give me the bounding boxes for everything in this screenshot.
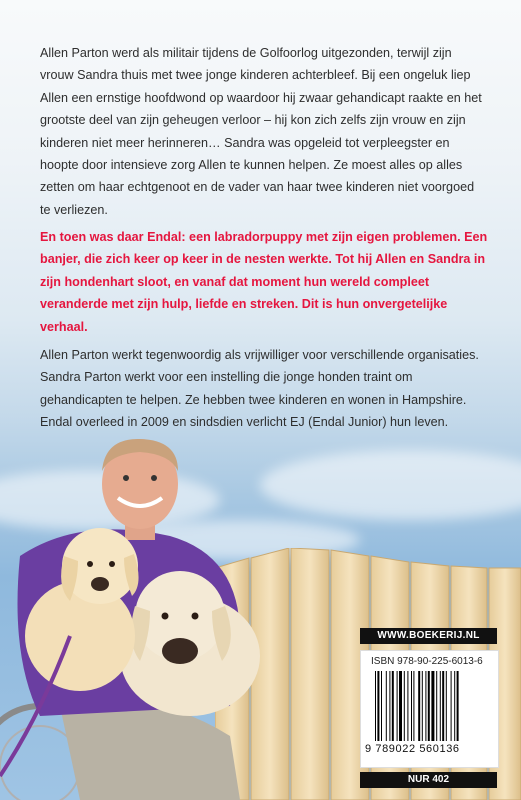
intro-paragraph: Allen Parton werd als militair tijdens de Golfoorlog uitgezonden, terwijl zijn vrouw Sandra thuis met twee jonge kinderen achterbleef. Bij een ongeluk liep Allen een ernstige hoofdwond op waardoor hij zwaar gehandicapt raakte en het grootste deel van zijn geheugen verloor – hij kon zich zelfs zijn vrouw en zijn kinderen niet meer herinneren… Sandra was opgeleid tot verpleegster en hoopte door intensieve zorg Allen te kunnen helpen. Ze moest alles op alles zetten om haar echtgenoot en de vader van haar twee kinderen niet voorgoed te verliezen. <box>40 46 482 217</box>
barcode-panel <box>360 650 499 768</box>
publisher-website: WWW.BOEKERIJ.NL <box>360 628 497 644</box>
barcode-digits: 9 789022 560136 <box>365 743 460 755</box>
barcode-icon <box>375 671 487 741</box>
authors-paragraph: Allen Parton werkt tegenwoordig als vrijwilliger voor verschillende organisaties. Sandra Parton werkt voor een instelling die jonge honden traint om gehandicapten te helpen. Ze hebben twee kinderen en wonen in Hampshire. Endal overleed in 2009 en sindsdien verlicht EJ (Endal Junior) hun leven. <box>40 348 479 430</box>
man-with-dogs-photo <box>0 436 300 800</box>
highlight-paragraph: En toen was daar Endal: een labradorpuppy met zijn eigen problemen. Een banjer, die zich keer op keer in de nesten werkte. Tot hij Allen en Sandra in zijn hondenhart sloot, en vanaf dat moment hun wereld compleet veranderde met zijn hulp, liefde en streken. Dit is hun onvergetelijke verhaal. <box>40 230 488 334</box>
nur-code: NUR 402 <box>360 772 497 788</box>
isbn-label: ISBN 978-90-225-6013-6 <box>371 656 483 667</box>
